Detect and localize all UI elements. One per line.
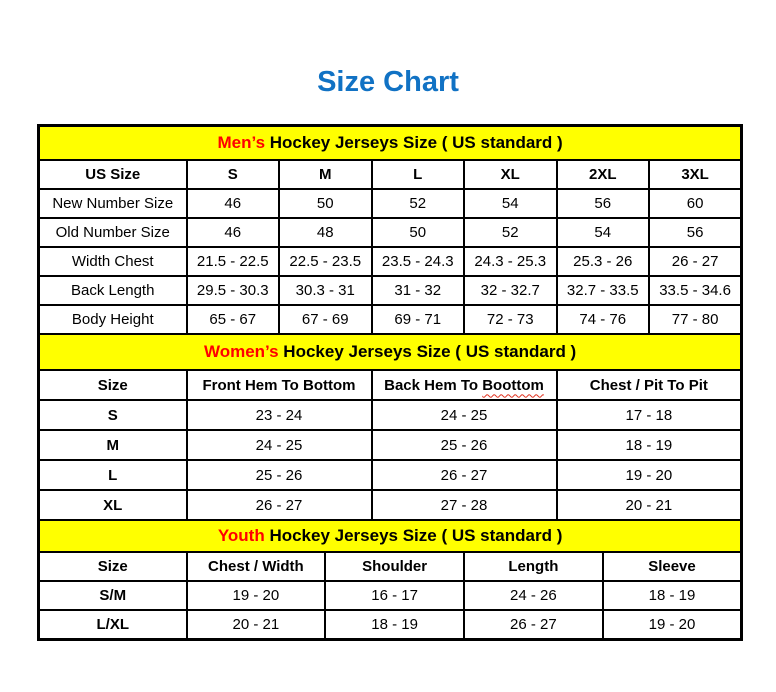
header-cell-size: Size [39, 552, 187, 581]
table-row [39, 610, 742, 640]
band-highlight-text: Women’s [203, 342, 279, 361]
value-cell: 23.5 - 24.3 [372, 247, 465, 276]
value-cell: 17 - 18 [557, 400, 742, 430]
band-text: Hockey Jerseys Size ( US standard ) [278, 342, 577, 361]
value-cell: 46 [187, 218, 280, 247]
header-cell: Back Hem To Boottom [372, 370, 557, 400]
value-cell: 60 [649, 189, 742, 218]
value-cell: 22.5 - 23.5 [279, 247, 372, 276]
header-cell: Front Hem To Bottom [187, 370, 372, 400]
value-cell: 29.5 - 30.3 [187, 276, 280, 305]
header-cell-size: Size [39, 370, 187, 400]
table-row [39, 400, 742, 430]
value-cell: 74 - 76 [557, 305, 650, 334]
table-row [39, 305, 742, 334]
value-cell: 20 - 21 [187, 610, 326, 640]
table-row [39, 247, 742, 276]
value-cell: 69 - 71 [372, 305, 465, 334]
header-cell-size: US Size [39, 160, 187, 189]
section-band-youth [39, 520, 742, 552]
size-chart-table [37, 124, 743, 641]
page-title: Size Chart [317, 66, 459, 98]
header-cell: 2XL [557, 160, 650, 189]
row-label-cell: Width Chest [39, 247, 187, 276]
value-cell: 31 - 32 [372, 276, 465, 305]
misspelled-word: Boottom [482, 376, 544, 394]
section-band-mens [39, 126, 742, 161]
value-cell: 19 - 20 [187, 581, 326, 610]
table-header-row [39, 370, 742, 400]
value-cell: 54 [557, 218, 650, 247]
value-cell: 50 [372, 218, 465, 247]
value-cell: 24 - 26 [464, 581, 603, 610]
value-cell: 32.7 - 33.5 [557, 276, 650, 305]
row-label-cell: Back Length [39, 276, 187, 305]
header-cell: Length [464, 552, 603, 581]
table-header-row [39, 552, 742, 581]
header-cell: Chest / Pit To Pit [557, 370, 742, 400]
value-cell: 32 - 32.7 [464, 276, 557, 305]
table-row [39, 189, 742, 218]
value-cell: 50 [279, 189, 372, 218]
value-cell: 54 [464, 189, 557, 218]
value-cell: 23 - 24 [187, 400, 372, 430]
band-text: Hockey Jerseys Size ( US standard ) [264, 526, 563, 545]
value-cell: 19 - 20 [557, 460, 742, 490]
value-cell: 27 - 28 [372, 490, 557, 520]
header-cell: S [187, 160, 280, 189]
header-cell: Sleeve [603, 552, 742, 581]
header-cell: Shoulder [325, 552, 464, 581]
value-cell: 56 [649, 218, 742, 247]
section-band-row [39, 334, 742, 370]
value-cell: 46 [187, 189, 280, 218]
value-cell: 20 - 21 [557, 490, 742, 520]
band-highlight-text: Youth [217, 526, 265, 545]
row-label-cell: Body Height [39, 305, 187, 334]
row-label-cell: XL [39, 490, 187, 520]
table-header-row [39, 160, 742, 189]
value-cell: 18 - 19 [325, 610, 464, 640]
value-cell: 26 - 27 [649, 247, 742, 276]
value-cell: 65 - 67 [187, 305, 280, 334]
section-band-row [39, 520, 742, 552]
value-cell: 56 [557, 189, 650, 218]
value-cell: 48 [279, 218, 372, 247]
value-cell: 26 - 27 [464, 610, 603, 640]
value-cell: 26 - 27 [372, 460, 557, 490]
row-label-cell: Old Number Size [39, 218, 187, 247]
value-cell: 21.5 - 22.5 [187, 247, 280, 276]
header-cell: Chest / Width [187, 552, 326, 581]
band-highlight-text: Men’s [217, 133, 266, 152]
table-row [39, 430, 742, 460]
table-row [39, 218, 742, 247]
table-row [39, 460, 742, 490]
table-row [39, 490, 742, 520]
value-cell: 77 - 80 [649, 305, 742, 334]
header-cell: L [372, 160, 465, 189]
row-label-cell: New Number Size [39, 189, 187, 218]
header-cell: M [279, 160, 372, 189]
header-cell: 3XL [649, 160, 742, 189]
row-label-cell: L [39, 460, 187, 490]
value-cell: 25 - 26 [187, 460, 372, 490]
value-cell: 19 - 20 [603, 610, 742, 640]
section-band-womens [39, 334, 742, 370]
value-cell: 52 [372, 189, 465, 218]
value-cell: 24.3 - 25.3 [464, 247, 557, 276]
row-label-cell: L/XL [39, 610, 187, 640]
value-cell: 67 - 69 [279, 305, 372, 334]
value-cell: 24 - 25 [187, 430, 372, 460]
row-label-cell: M [39, 430, 187, 460]
value-cell: 24 - 25 [372, 400, 557, 430]
row-label-cell: S/M [39, 581, 187, 610]
value-cell: 25.3 - 26 [557, 247, 650, 276]
value-cell: 16 - 17 [325, 581, 464, 610]
value-cell: 72 - 73 [464, 305, 557, 334]
value-cell: 26 - 27 [187, 490, 372, 520]
value-cell: 18 - 19 [557, 430, 742, 460]
band-text: Hockey Jerseys Size ( US standard ) [265, 133, 563, 152]
table-row [39, 581, 742, 610]
row-label-cell: S [39, 400, 187, 430]
value-cell: 52 [464, 218, 557, 247]
value-cell: 33.5 - 34.6 [649, 276, 742, 305]
table-row [39, 276, 742, 305]
value-cell: 18 - 19 [603, 581, 742, 610]
value-cell: 30.3 - 31 [279, 276, 372, 305]
section-band-row [39, 126, 742, 161]
value-cell: 25 - 26 [372, 430, 557, 460]
header-cell: XL [464, 160, 557, 189]
